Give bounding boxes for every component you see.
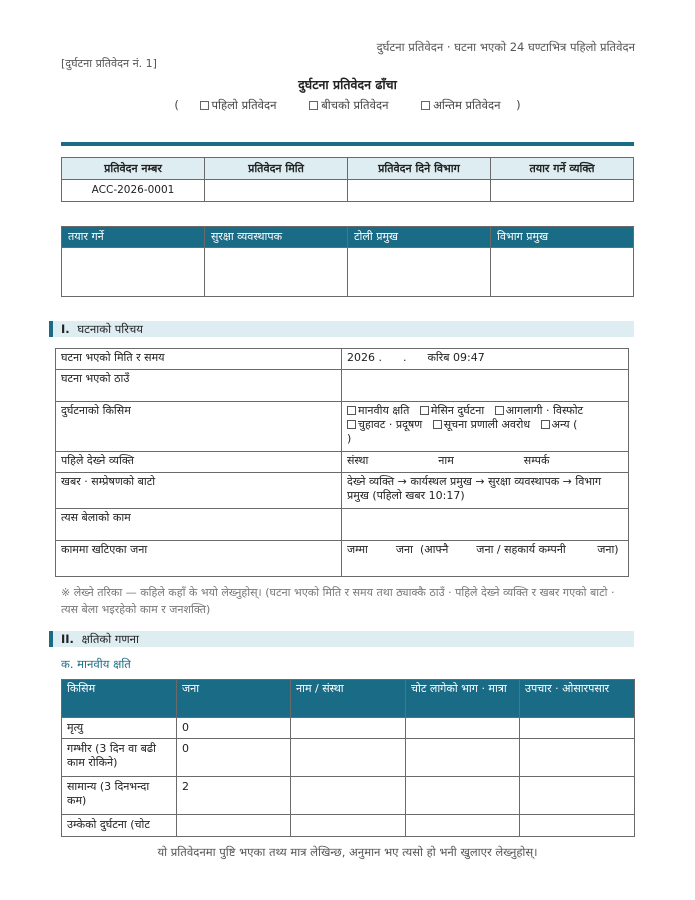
checkbox-icon[interactable] [347,406,356,415]
divider [61,142,634,146]
checkbox-icon[interactable] [421,101,430,110]
header-type: किसिम [62,680,177,718]
header-safety-manager: सुरक्षा व्यवस्थापक [205,227,348,248]
header-report-number: प्रतिवेदन नम्बर [62,158,205,180]
option-label: बीचको प्रतिवेदन [321,98,389,112]
section-title: घटनाको परिचय [77,322,143,336]
header-count: जना [177,680,291,718]
checkbox-icon[interactable] [433,420,442,429]
checkbox-icon[interactable] [420,406,429,415]
approval-table [61,226,634,297]
loss-count[interactable] [177,815,291,837]
report-info-table [61,157,634,202]
table-cell[interactable] [291,815,406,837]
option-leak-pollution[interactable] [347,418,422,431]
table-row [56,473,629,509]
loss-type: उम्केको दुर्घटना (चोट [62,815,177,837]
footer-note: यो प्रतिवेदनमा पुष्टि भएका तथ्य मात्र लेखिन्छ, अनुमान भए त्यसो हो भनी खुलाएर लेख्नुहोस्। [157,845,538,859]
section-heading-damage [49,631,634,647]
table-row [56,541,629,577]
incident-datetime-value[interactable]: 2026 . . करिब 09:47 [342,349,629,370]
human-loss-table [61,679,635,837]
loss-count[interactable]: 2 [177,777,291,815]
checkbox-icon[interactable] [200,101,209,110]
header-prepared-by: तयार गर्ने [62,227,205,248]
option-human-loss[interactable] [347,404,409,417]
row-label: काममा खटिएका जना [56,541,342,577]
header-caption: दुर्घटना प्रतिवेदन · घटना भएको 24 घण्टाभित्र पहिलो प्रतिवेदन [376,40,635,54]
signature-cell[interactable] [62,248,205,297]
accident-type-line [347,418,623,432]
signature-cell[interactable] [348,248,491,297]
loss-count[interactable]: 0 [177,718,291,739]
report-number-label: [दुर्घटना प्रतिवेदन नं. 1] [61,57,157,70]
table-header-row [62,158,634,180]
reporting-dept-value[interactable] [348,180,491,202]
table-row [56,402,629,452]
table-row [56,349,629,370]
table-row [62,777,635,815]
header-dept-head: विभाग प्रमुख [491,227,634,248]
option-label: पहिलो प्रतिवेदन [211,98,277,112]
row-label: पहिले देख्ने व्यक्ति [56,452,342,473]
table-cell[interactable] [291,739,406,777]
checkbox-icon[interactable] [495,406,504,415]
incident-location-value[interactable] [342,370,629,402]
table-cell[interactable] [520,739,635,777]
section-title: क्षतिको गणना [81,632,139,646]
report-type-options [0,98,695,113]
loss-type: सामान्य (3 दिनभन्दा कम) [62,777,177,815]
signature-cell[interactable] [205,248,348,297]
form-title: दुर्घटना प्रतिवेदन ढाँचा [298,77,397,92]
option-other[interactable] [541,418,578,431]
table-row [62,718,635,739]
checkbox-icon[interactable] [347,420,356,429]
loss-count[interactable]: 0 [177,739,291,777]
row-label: त्यस बेलाको काम [56,509,342,541]
option-label: मानवीय क्षति [358,404,410,417]
row-label: खबर · सम्प्रेषणको बाटो [56,473,342,509]
option-label: अन्य ( [551,418,578,431]
loss-type: गम्भीर (3 दिन वा बढी काम रोकिने) [62,739,177,777]
header-report-date: प्रतिवेदन मिति [205,158,348,180]
table-cell[interactable] [406,815,520,837]
table-row [62,180,634,202]
row-label: घटना भएको ठाउँ [56,370,342,402]
section-number: I. [61,322,70,336]
signature-row [62,248,634,297]
report-path-value[interactable]: देख्ने व्यक्ति → कार्यस्थल प्रमुख → सुरक्षा व्यवस्थापक → विभाग प्रमुख (पहिलो खबर 10:17) [342,473,629,509]
table-row [56,370,629,402]
option-first-report[interactable] [195,98,277,112]
table-header-row [62,227,634,248]
row-label: घटना भएको मिति र समय [56,349,342,370]
table-cell[interactable] [291,718,406,739]
accident-type-options [342,402,629,452]
work-at-time-value[interactable] [342,509,629,541]
option-label: आगलागी · विस्फोट [505,404,584,417]
table-cell[interactable] [520,815,635,837]
option-it-outage[interactable] [433,418,530,431]
closing-paren: ) [347,432,352,445]
accident-type-line [347,404,623,418]
row-label: दुर्घटनाको किसिम [56,402,342,452]
signature-cell[interactable] [491,248,634,297]
header-reporting-dept: प्रतिवेदन दिने विभाग [348,158,491,180]
table-cell[interactable] [291,777,406,815]
option-label: सूचना प्रणाली अवरोध [443,418,531,431]
option-interim-report[interactable] [304,98,388,112]
close-paren: ) [516,98,521,112]
section-heading-incident-overview [49,321,634,337]
preparer-value[interactable] [491,180,634,202]
open-paren: ( [174,98,179,112]
option-label: अन्तिम प्रतिवेदन [433,98,501,112]
table-row [56,509,629,541]
header-treatment: उपचार · ओसारपसार [520,680,635,718]
table-cell[interactable] [520,777,635,815]
incident-overview-table [55,348,629,577]
option-final-report[interactable] [416,98,500,112]
option-machine-accident[interactable] [420,404,484,417]
table-cell[interactable] [406,777,520,815]
option-label: मेसिन दुर्घटना [430,404,485,417]
table-header-row [62,680,635,718]
workforce-value[interactable]: जम्मा जना (आफ्नै जना / सहकार्य कम्पनी जना) [342,541,629,577]
first-witness-value[interactable]: संस्था नाम सम्पर्क [342,452,629,473]
table-cell[interactable] [520,718,635,739]
header-team-leader: टोली प्रमुख [348,227,491,248]
report-number-value[interactable]: ACC-2026-0001 [62,180,205,202]
table-row [62,739,635,777]
option-label: चुहावट · प्रदूषण [358,418,423,431]
option-fire-explosion[interactable] [495,404,583,417]
header-injury: चोट लागेको भाग · मात्रा [406,680,520,718]
loss-type: मृत्यु [62,718,177,739]
checkbox-icon[interactable] [309,101,318,110]
table-cell[interactable] [406,718,520,739]
header-preparer: तयार गर्ने व्यक्ति [491,158,634,180]
table-row [56,452,629,473]
header-name-org: नाम / संस्था [291,680,406,718]
table-row [62,815,635,837]
report-date-value[interactable] [205,180,348,202]
checkbox-icon[interactable] [541,420,550,429]
writing-guide-note: ※ लेख्ने तरिका — कहिले कहाँ के भयो लेख्नुहोस्। (घटना भएको मिति र समय तथा ठ्याक्कै ठाउँ · पहिले देख्ने व्यक्ति र खबर गएको बाटो · त्यस बेला भइरहेको काम र जनशक्ति) [61,586,615,616]
table-cell[interactable] [406,739,520,777]
subsection-human-loss: क. मानवीय क्षति [61,657,131,671]
section-number: II. [61,632,74,646]
